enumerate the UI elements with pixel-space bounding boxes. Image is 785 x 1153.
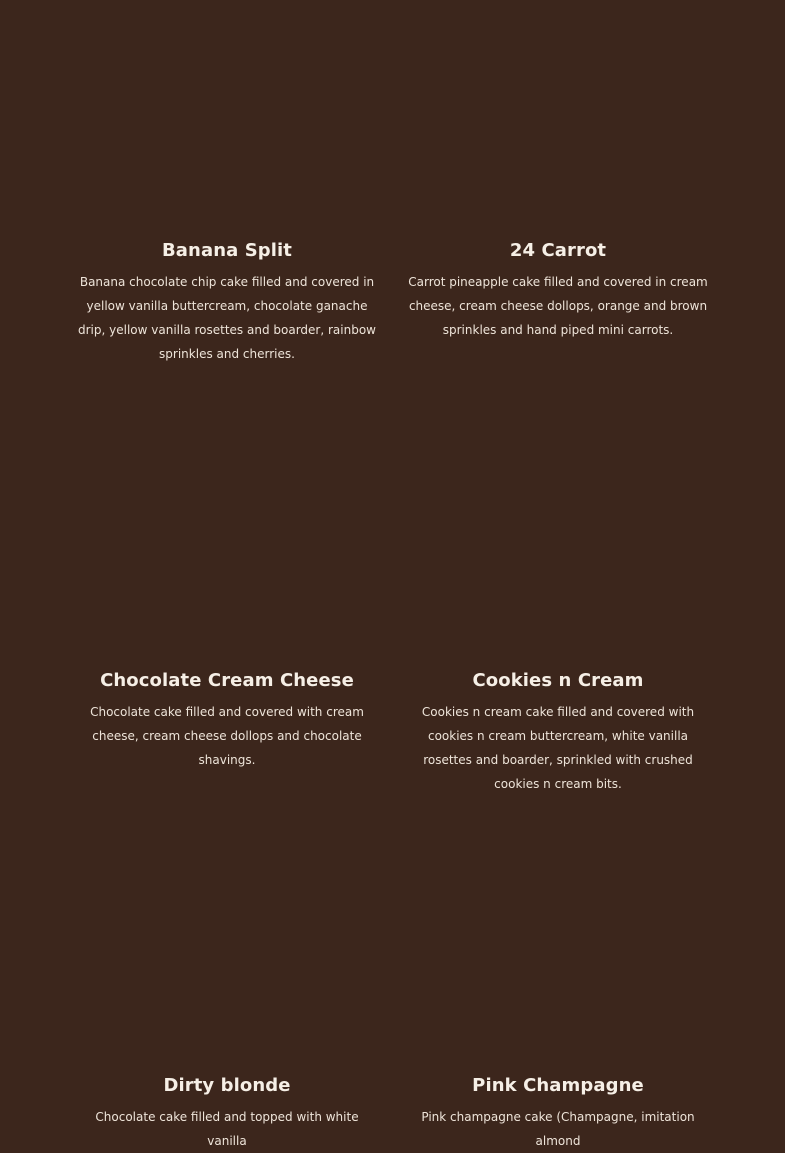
cake-image [408, 430, 708, 670]
cake-title: Pink Champagne [472, 1075, 644, 1096]
cake-image [77, 835, 377, 1075]
cake-title: Banana Split [161, 240, 293, 261]
cake-title: Cookies n Cream [472, 670, 644, 691]
cake-card-pink-champagne [408, 835, 708, 1153]
cake-card-banana-split [77, 0, 377, 366]
cake-card-24-carrot [408, 0, 708, 342]
cake-title: 24 Carrot [509, 240, 607, 261]
cake-card-chocolate-cream-cheese [77, 430, 377, 772]
cake-description: Pink champagne cake (Champagne, imitation almond [421, 1110, 695, 1148]
cake-description: Chocolate cake filled and covered with cream cheese, cream cheese dollops and chocolate shavings. [90, 705, 364, 767]
cake-description: Cookies n cream cake filled and covered with cookies n cream buttercream, white vanilla rosettes and boarder, sprinkled with crushed cookies n cream bits. [421, 705, 695, 791]
cake-title: Chocolate Cream Cheese [100, 670, 354, 691]
cake-image [77, 0, 377, 240]
cake-description: Banana chocolate chip cake filled and covered in yellow vanilla buttercream, chocolate ganache drip, yellow vanilla rosettes and boarder, rainbow sprinkles and cherries. [78, 275, 376, 361]
cake-description: Carrot pineapple cake filled and covered in cream cheese, cream cheese dollops, orange and brown sprinkles and hand piped mini carrots. [408, 275, 708, 337]
cake-image [408, 835, 708, 1075]
cake-image [408, 0, 708, 240]
cake-description: Chocolate cake filled and topped with white vanilla [95, 1110, 359, 1148]
cake-image [77, 430, 377, 670]
cake-card-dirty-blonde [77, 835, 377, 1153]
cake-title: Dirty blonde [163, 1075, 291, 1096]
cake-card-cookies-n-cream [408, 430, 708, 796]
